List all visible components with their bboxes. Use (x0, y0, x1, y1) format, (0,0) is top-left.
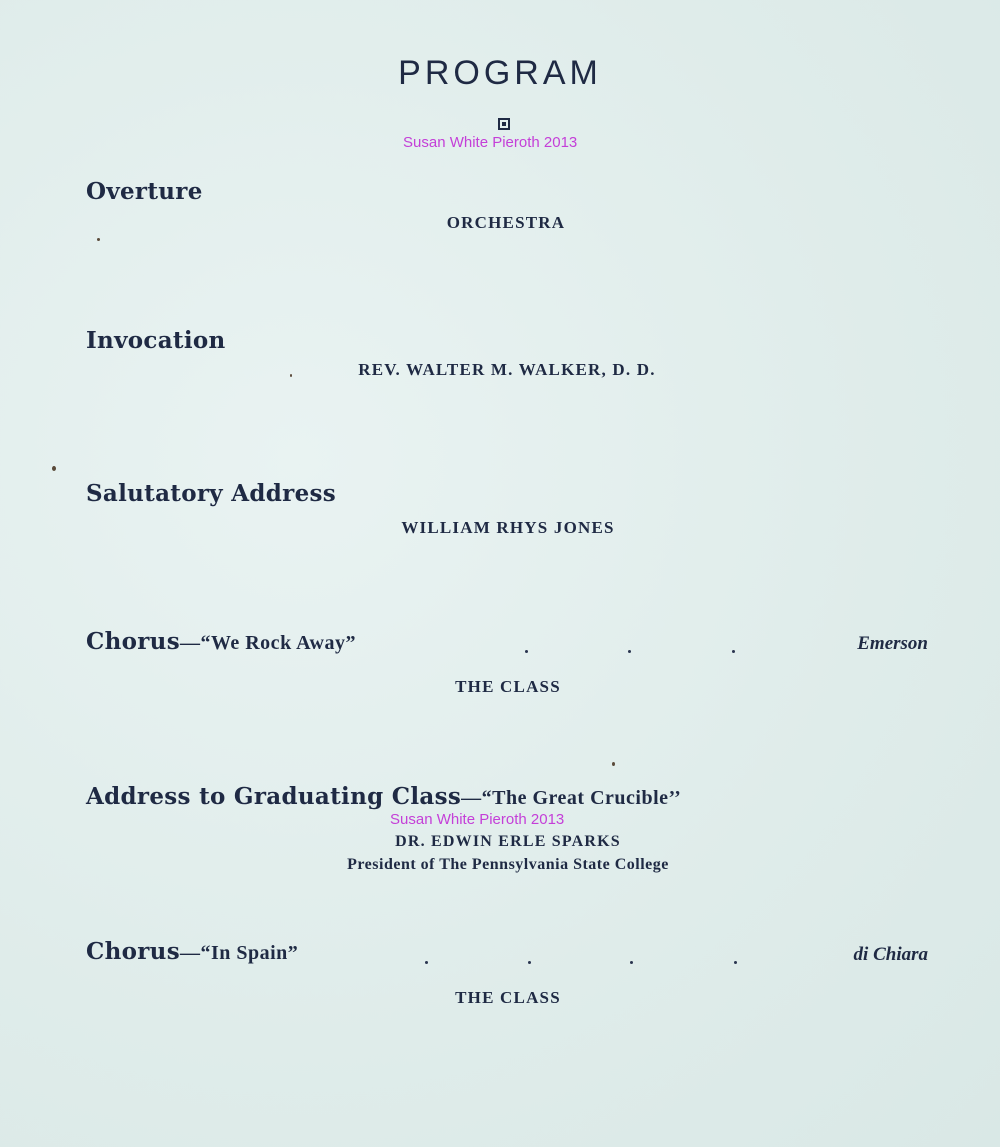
item-composer-chorus-1: Emerson (857, 633, 928, 654)
page-title: PROGRAM (398, 54, 602, 92)
leader-dot (425, 961, 428, 964)
item-note-address: President of The Pennsylvania State College (347, 856, 669, 873)
item-heading-chorus-2 (86, 938, 298, 965)
item-heading-invocation: Invocation (86, 327, 226, 354)
item-performer-chorus-1: THE CLASS (455, 677, 561, 696)
paper-speck (97, 238, 100, 241)
paper-speck (52, 466, 56, 471)
leader-dot (528, 961, 531, 964)
leader-dot (630, 961, 633, 964)
item-performer-orchestra: ORCHESTRA (446, 213, 566, 232)
leader-dot (734, 961, 737, 964)
address-title: —“The Great Crucible’’ (461, 787, 682, 809)
item-heading-chorus-1 (86, 628, 356, 655)
item-performer-chorus-2: THE CLASS (455, 988, 561, 1007)
chorus-1-label: Chorus (86, 628, 180, 655)
watermark-top: Susan White Pieroth 2013 (403, 134, 578, 151)
item-performer-invocation: REV. WALTER M. WALKER, D. D. (358, 360, 656, 379)
chorus-2-label: Chorus (86, 938, 180, 965)
chorus-1-title: —“We Rock Away” (179, 632, 356, 654)
leader-dot (628, 650, 631, 653)
paper-speck (290, 374, 292, 377)
leader-dot (525, 650, 528, 653)
item-performer-salutatory: WILLIAM RHYS JONES (401, 518, 615, 537)
paper-speck (612, 762, 615, 766)
watermark-middle: Susan White Pieroth 2013 (390, 811, 565, 828)
ornament-icon (498, 118, 510, 130)
address-label: Address to Graduating Class (86, 783, 462, 810)
item-heading-salutatory: Salutatory Address (86, 480, 337, 507)
leader-dot (732, 650, 735, 653)
item-heading-overture: Overture (86, 178, 203, 205)
item-composer-chorus-2: di Chiara (853, 944, 928, 965)
chorus-2-title: —“In Spain” (179, 942, 299, 964)
item-heading-address (86, 783, 681, 810)
item-performer-address: DR. EDWIN ERLE SPARKS (395, 833, 621, 850)
